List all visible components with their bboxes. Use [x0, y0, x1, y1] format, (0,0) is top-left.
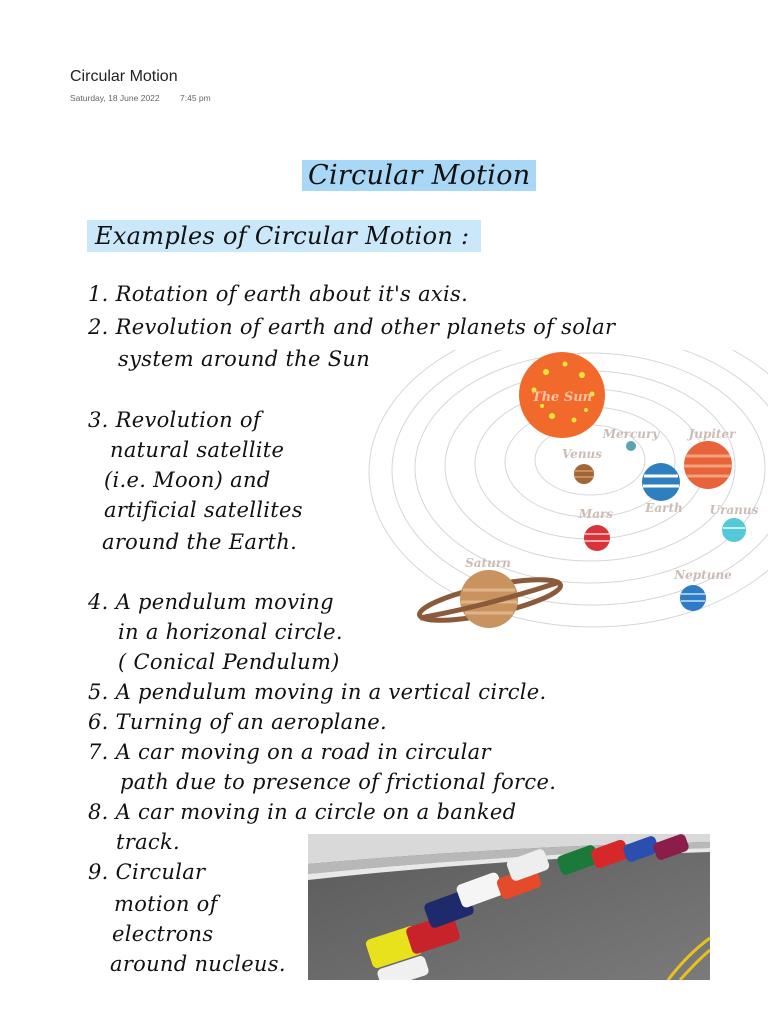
mars-icon — [584, 525, 610, 551]
list-item-4-line-3: ( Conical Pendulum) — [118, 650, 340, 674]
list-item-3-line-4: artificial satellites — [104, 498, 303, 522]
note-title: Circular Motion — [70, 68, 178, 85]
heading-text: Circular Motion — [302, 160, 536, 191]
list-item-3-line-5: around the Earth. — [102, 530, 298, 554]
list-item-4-line-1: 4. A pendulum moving — [88, 590, 334, 614]
list-item-1-line-1: 1. Rotation of earth about it's axis. — [88, 282, 469, 306]
list-item-4-line-2: in a horizonal circle. — [118, 620, 343, 644]
list-item-2-line-2: system around the Sun — [118, 347, 371, 371]
handwritten-heading — [302, 160, 536, 191]
race-cars-photo — [308, 834, 710, 980]
list-item-7-line-2: path due to presence of frictional force. — [120, 770, 557, 794]
venus-label: Venus — [561, 447, 603, 461]
mercury-icon — [626, 441, 636, 451]
earth-icon — [642, 463, 680, 501]
list-item-8-line-2: track. — [116, 830, 180, 854]
saturn-label: Saturn — [465, 556, 511, 570]
neptune-label: Neptune — [674, 568, 732, 582]
note-time: 7:45 pm — [180, 93, 211, 103]
list-item-9-line-2: motion of — [114, 892, 218, 916]
note-timestamp — [70, 93, 229, 103]
earth-label: Earth — [645, 501, 683, 515]
list-item-6-line-1: 6. Turning of an aeroplane. — [88, 710, 388, 734]
list-item-3-line-3: (i.e. Moon) and — [104, 468, 271, 492]
neptune-icon — [680, 585, 706, 611]
saturn-icon — [417, 570, 564, 629]
venus-icon — [574, 464, 594, 484]
list-item-9-line-3: electrons — [112, 922, 214, 946]
mars-label: Mars — [578, 507, 614, 521]
list-item-3-line-1: 3. Revolution of — [88, 408, 261, 432]
note-date: Saturday, 18 June 2022 — [70, 93, 160, 103]
list-item-5-line-1: 5. A pendulum moving in a vertical circle. — [88, 680, 547, 704]
sun-label: The Sun — [531, 390, 593, 405]
mercury-label: Mercury — [602, 427, 660, 441]
uranus-icon — [722, 518, 746, 542]
list-item-9-line-1: 9. Circular — [88, 860, 206, 884]
solar-system-image — [320, 350, 768, 650]
jupiter-label: Jupiter — [688, 427, 736, 441]
list-item-9-line-4: around nucleus. — [110, 952, 286, 976]
list-item-2-line-1: 2. Revolution of earth and other planets of solar — [88, 315, 616, 339]
handwritten-subheading — [87, 222, 481, 250]
subheading-text: Examples of Circular Motion : — [87, 220, 481, 252]
uranus-label: Uranus — [709, 503, 759, 517]
list-item-3-line-2: natural satellite — [110, 438, 285, 462]
list-item-8-line-1: 8. A car moving in a circle on a banked — [88, 800, 517, 824]
list-item-7-line-1: 7. A car moving on a road in circular — [88, 740, 491, 764]
